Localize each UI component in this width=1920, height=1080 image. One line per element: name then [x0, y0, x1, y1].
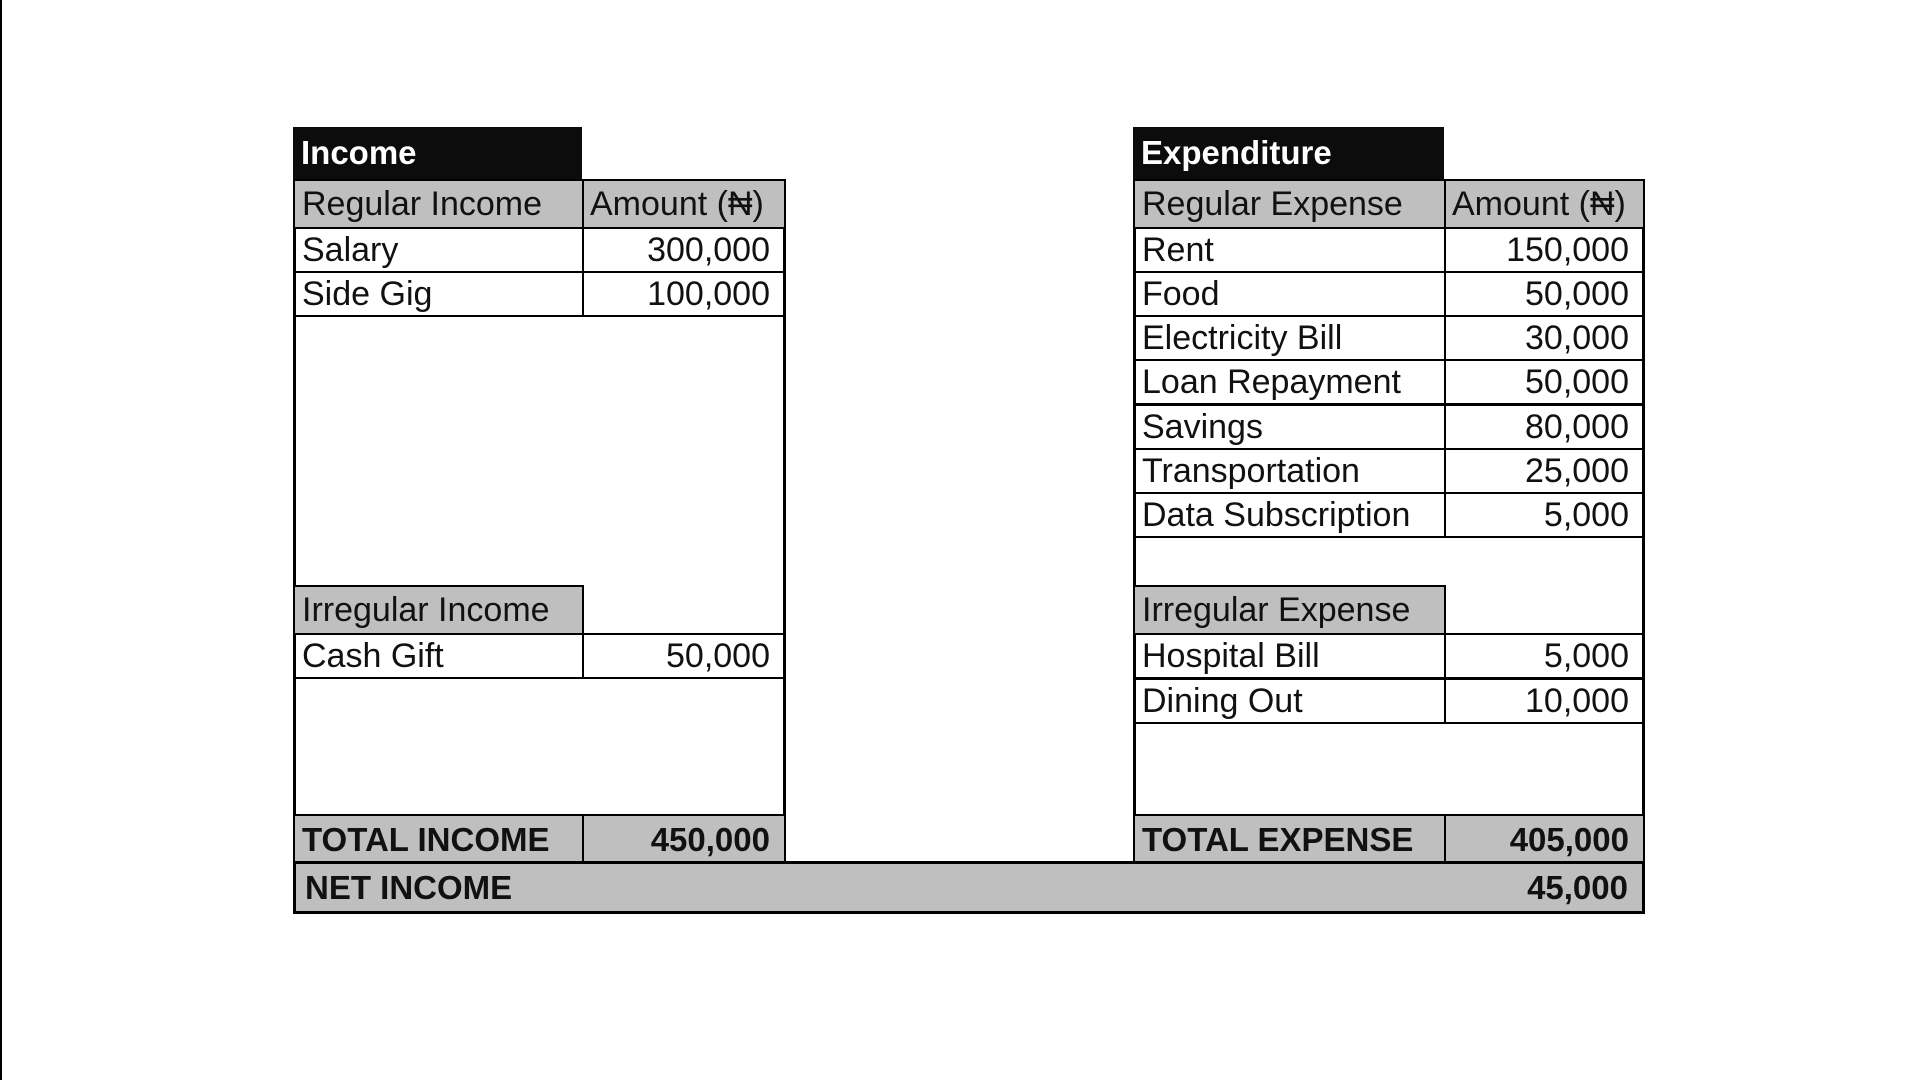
income-row-amount: 300,000 [582, 227, 786, 273]
expense-row-label: Electricity Bill [1133, 315, 1446, 361]
expense-row-label: Rent [1133, 227, 1446, 273]
expense-row-label: Dining Out [1133, 678, 1446, 724]
income-row-label: Side Gig [293, 271, 584, 317]
expense-row-amount: 80,000 [1444, 404, 1645, 450]
regular-expense-header: Regular Expense [1133, 179, 1446, 229]
expense-row-amount: 30,000 [1444, 315, 1645, 361]
expenditure-title: Expenditure [1133, 127, 1444, 180]
page-left-border [0, 0, 2, 1080]
net-income-value: 45,000 [1527, 869, 1628, 906]
expense-row-label: Hospital Bill [1133, 633, 1446, 679]
irregular-income-header: Irregular Income [293, 585, 584, 635]
income-row-label: Salary [293, 227, 584, 273]
irregular-expense-header: Irregular Expense [1133, 585, 1446, 635]
income-title: Income [293, 127, 582, 180]
income-row-amount: 100,000 [582, 271, 786, 317]
income-table [293, 179, 786, 864]
income-amount-header: Amount (₦) [582, 179, 786, 229]
expense-row-label: Transportation [1133, 448, 1446, 494]
net-income-label: NET INCOME [305, 869, 513, 906]
total-income-value: 450,000 [582, 814, 786, 864]
expense-row-amount: 25,000 [1444, 448, 1645, 494]
regular-income-header: Regular Income [293, 179, 584, 229]
expense-row-label: Savings [1133, 404, 1446, 450]
expense-row-amount: 50,000 [1444, 359, 1645, 405]
expense-row-label: Loan Repayment [1133, 359, 1446, 405]
expense-row-label: Data Subscription [1133, 492, 1446, 538]
expense-row-amount: 50,000 [1444, 271, 1645, 317]
expense-amount-header: Amount (₦) [1444, 179, 1645, 229]
expense-row-amount: 150,000 [1444, 227, 1645, 273]
net-income-row [293, 861, 1645, 914]
total-expense-value: 405,000 [1444, 814, 1645, 864]
total-income-label: TOTAL INCOME [293, 814, 584, 864]
expense-row-amount: 5,000 [1444, 492, 1645, 538]
expense-row-amount: 10,000 [1444, 678, 1645, 724]
expense-row-label: Food [1133, 271, 1446, 317]
expenditure-table [1133, 179, 1645, 864]
income-row-amount: 50,000 [582, 633, 786, 679]
income-row-label: Cash Gift [293, 633, 584, 679]
expense-row-amount: 5,000 [1444, 633, 1645, 679]
total-expense-label: TOTAL EXPENSE [1133, 814, 1446, 864]
